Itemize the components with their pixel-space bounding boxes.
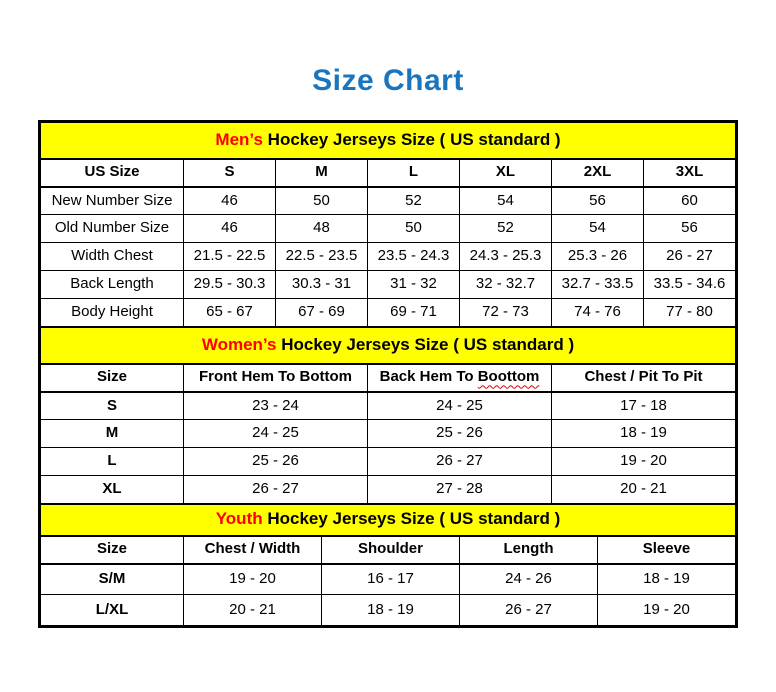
table-cell: 31 - 32	[368, 271, 460, 299]
row-label: L/XL	[41, 595, 184, 626]
column-header-chest-width: Chest / Width	[184, 536, 322, 564]
table-cell: 20 - 21	[184, 595, 322, 626]
column-header-chest-pit-to-pit: Chest / Pit To Pit	[552, 364, 736, 392]
table-cell: 69 - 71	[368, 299, 460, 327]
table-cell: 52	[460, 215, 552, 243]
table-row	[41, 448, 736, 476]
table-row	[41, 243, 736, 271]
row-label: Back Length	[41, 271, 184, 299]
womens-section-title	[41, 328, 736, 364]
mens-column-header-row	[41, 159, 736, 187]
column-header-text: Back Hem To	[379, 368, 478, 386]
table-cell: 56	[644, 215, 736, 243]
table-row	[41, 476, 736, 504]
table-cell: 56	[552, 187, 644, 215]
mens-section-title	[41, 123, 736, 159]
table-cell: 25 - 26	[184, 448, 368, 476]
table-cell: 77 - 80	[644, 299, 736, 327]
section-title-text: Hockey Jerseys Size ( US standard )	[262, 129, 561, 149]
table-cell: 72 - 73	[460, 299, 552, 327]
table-cell: 16 - 17	[322, 564, 460, 595]
section-title-text: Hockey Jerseys Size ( US standard )	[276, 334, 575, 354]
row-label: S	[41, 392, 184, 420]
table-cell: 20 - 21	[552, 476, 736, 504]
column-header-2xl: 2XL	[552, 159, 644, 187]
table-cell: 24 - 25	[184, 420, 368, 448]
column-header-us-size: US Size	[41, 159, 184, 187]
column-header-shoulder: Shoulder	[322, 536, 460, 564]
column-header-length: Length	[460, 536, 598, 564]
table-cell: 23.5 - 24.3	[368, 243, 460, 271]
table-cell: 30.3 - 31	[276, 271, 368, 299]
table-cell: 67 - 69	[276, 299, 368, 327]
size-chart	[38, 120, 738, 628]
column-header-back-hem-to-boottom	[368, 364, 552, 392]
misspelled-word: Boottom	[477, 368, 540, 386]
table-cell: 50	[276, 187, 368, 215]
table-cell: 25.3 - 26	[552, 243, 644, 271]
row-label: XL	[41, 476, 184, 504]
table-cell: 24.3 - 25.3	[460, 243, 552, 271]
table-cell: 22.5 - 23.5	[276, 243, 368, 271]
column-header-front-hem-to-bottom: Front Hem To Bottom	[184, 364, 368, 392]
section-title-highlight: Youth	[215, 509, 263, 529]
row-label: S/M	[41, 564, 184, 595]
table-cell: 19 - 20	[552, 448, 736, 476]
table-row	[41, 420, 736, 448]
column-header-3xl: 3XL	[644, 159, 736, 187]
table-cell: 52	[368, 187, 460, 215]
table-row	[41, 564, 736, 595]
mens-section-header-row	[41, 123, 736, 159]
table-row	[41, 215, 736, 243]
row-label: M	[41, 420, 184, 448]
table-row	[41, 392, 736, 420]
table-cell: 25 - 26	[368, 420, 552, 448]
table-cell: 32 - 32.7	[460, 271, 552, 299]
table-cell: 18 - 19	[552, 420, 736, 448]
table-cell: 27 - 28	[368, 476, 552, 504]
table-cell: 18 - 19	[598, 564, 736, 595]
table-cell: 18 - 19	[322, 595, 460, 626]
youth-column-header-row	[41, 536, 736, 564]
table-cell: 26 - 27	[460, 595, 598, 626]
table-cell: 46	[184, 215, 276, 243]
table-row	[41, 271, 736, 299]
table-cell: 26 - 27	[644, 243, 736, 271]
column-header-sleeve: Sleeve	[598, 536, 736, 564]
table-cell: 26 - 27	[184, 476, 368, 504]
table-cell: 21.5 - 22.5	[184, 243, 276, 271]
table-cell: 33.5 - 34.6	[644, 271, 736, 299]
table-row	[41, 595, 736, 626]
womens-column-header-row	[41, 364, 736, 392]
section-title-text: Hockey Jerseys Size ( US standard )	[262, 509, 561, 529]
table-cell: 17 - 18	[552, 392, 736, 420]
youth-size-table	[40, 504, 736, 626]
column-header-xl: XL	[460, 159, 552, 187]
table-cell: 54	[552, 215, 644, 243]
table-cell: 26 - 27	[368, 448, 552, 476]
table-cell: 50	[368, 215, 460, 243]
table-cell: 74 - 76	[552, 299, 644, 327]
row-label: New Number Size	[41, 187, 184, 215]
table-row	[41, 299, 736, 327]
table-cell: 54	[460, 187, 552, 215]
table-cell: 32.7 - 33.5	[552, 271, 644, 299]
womens-size-table	[40, 327, 736, 504]
table-cell: 65 - 67	[184, 299, 276, 327]
row-label: L	[41, 448, 184, 476]
row-label: Body Height	[41, 299, 184, 327]
column-header-m: M	[276, 159, 368, 187]
table-cell: 48	[276, 215, 368, 243]
table-cell: 24 - 25	[368, 392, 552, 420]
youth-section-header-row	[41, 505, 736, 536]
table-cell: 19 - 20	[184, 564, 322, 595]
row-label: Width Chest	[41, 243, 184, 271]
table-cell: 29.5 - 30.3	[184, 271, 276, 299]
row-label: Old Number Size	[41, 215, 184, 243]
table-cell: 24 - 26	[460, 564, 598, 595]
section-title-highlight: Women’s	[201, 334, 277, 354]
womens-section-header-row	[41, 328, 736, 364]
youth-section-title	[41, 505, 736, 536]
column-header-l: L	[368, 159, 460, 187]
table-cell: 19 - 20	[598, 595, 736, 626]
column-header-size: Size	[41, 364, 184, 392]
page-title: Size Chart	[312, 64, 464, 97]
section-title-highlight: Men’s	[215, 129, 263, 149]
column-header-size: Size	[41, 536, 184, 564]
table-row	[41, 187, 736, 215]
table-cell: 23 - 24	[184, 392, 368, 420]
mens-size-table	[40, 122, 736, 327]
table-cell: 46	[184, 187, 276, 215]
column-header-s: S	[184, 159, 276, 187]
table-cell: 60	[644, 187, 736, 215]
